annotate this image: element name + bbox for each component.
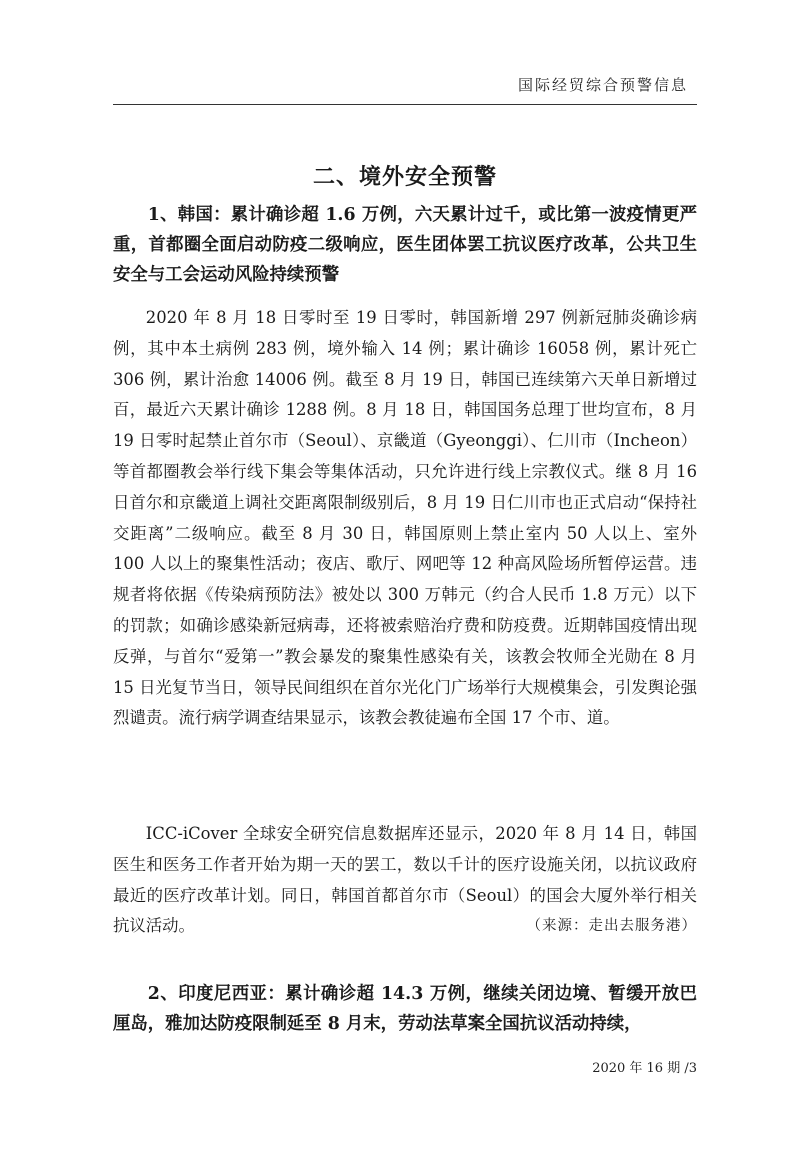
item-1-heading: 1、韩国：累计确诊超 1.6 万例，六天累计过千，或比第一波疫情更严重，首都圈全面启动防疫二级响应，医生团体罢工抗议医疗改革，公共卫生安全与工会运动风险持续预警 [113,205,697,285]
item-1-paragraph-2 [113,819,697,942]
source-note: （来源：走出去服务港） [526,918,697,935]
item-1-paragraph-2-text: ICC-iCover 全球安全研究信息数据库还显示，2020 年 8 月 14 日，韩国医生和医务工作者开始为期一天的罢工，数以千计的医疗设施关闭，以抗议政府最近的医疗改革计划。同日，韩国首都首尔市（Seoul）的国会大厦外举行相关抗议活动。 [113,824,697,936]
item-2-heading: 2、印度尼西亚：累计确诊超 14.3 万例，继续关闭边境、暂缓开放巴厘岛，雅加达防疫限制延至 8 月末，劳动法草案全国抗议活动持续， [113,984,697,1034]
page-footer: 2020 年 16 期 /3 [592,1061,697,1076]
running-header-title: 国际经贸综合预警信息 [517,76,688,94]
item-1-paragraph-1: 2020 年 8 月 18 日零时至 19 日零时，韩国新增 297 例新冠肺炎确诊病例，其中本土病例 283 例，境外输入 14 例；累计确诊 16058 例，累计死亡 306 例，累计治愈 14006 例。截至 8 月 19 日，韩国已连续第六天单日新增过百，最近六天累计确诊 1288 例。8 月 18 日，韩国国务总理丁世均宣布，8 月 19 日零时起禁止首尔市（Seoul）、京畿道（Gyeonggi）、仁川市（Incheon）等首都圈教会举行线下集会等集体活动，只允许进行线上宗教仪式。继 8 月 16 日首尔和京畿道上调社交距离限制级别后，8 月 19 日仁川市也正式启动“保持社交距离”二级响应。截至 8 月 30 日，韩国原则上禁止室内 50 人以上、室外 100 人以上的聚集性活动；夜店、歌厅、网吧等 12 种高风险场所暂停运营。违规者将依据《传染病预防法》被处以 300 万韩元（约合人民币 1.8 万元）以下的罚款；如确诊感染新冠病毒，还将被索赔治疗费和防疫费。近期韩国疫情出现反弹，与首尔“爱第一”教会暴发的聚集性感染有关，该教会牧师全光勋在 8 月 15 日光复节当日，领导民间组织在首尔光化门广场举行大规模集会，引发舆论强烈谴责。流行病学调查结果显示，该教会教徒遍布全国 17 个市、道。 [113,308,697,728]
header-rule [113,104,697,105]
section-title: 二、境外安全预警 [312,165,497,190]
